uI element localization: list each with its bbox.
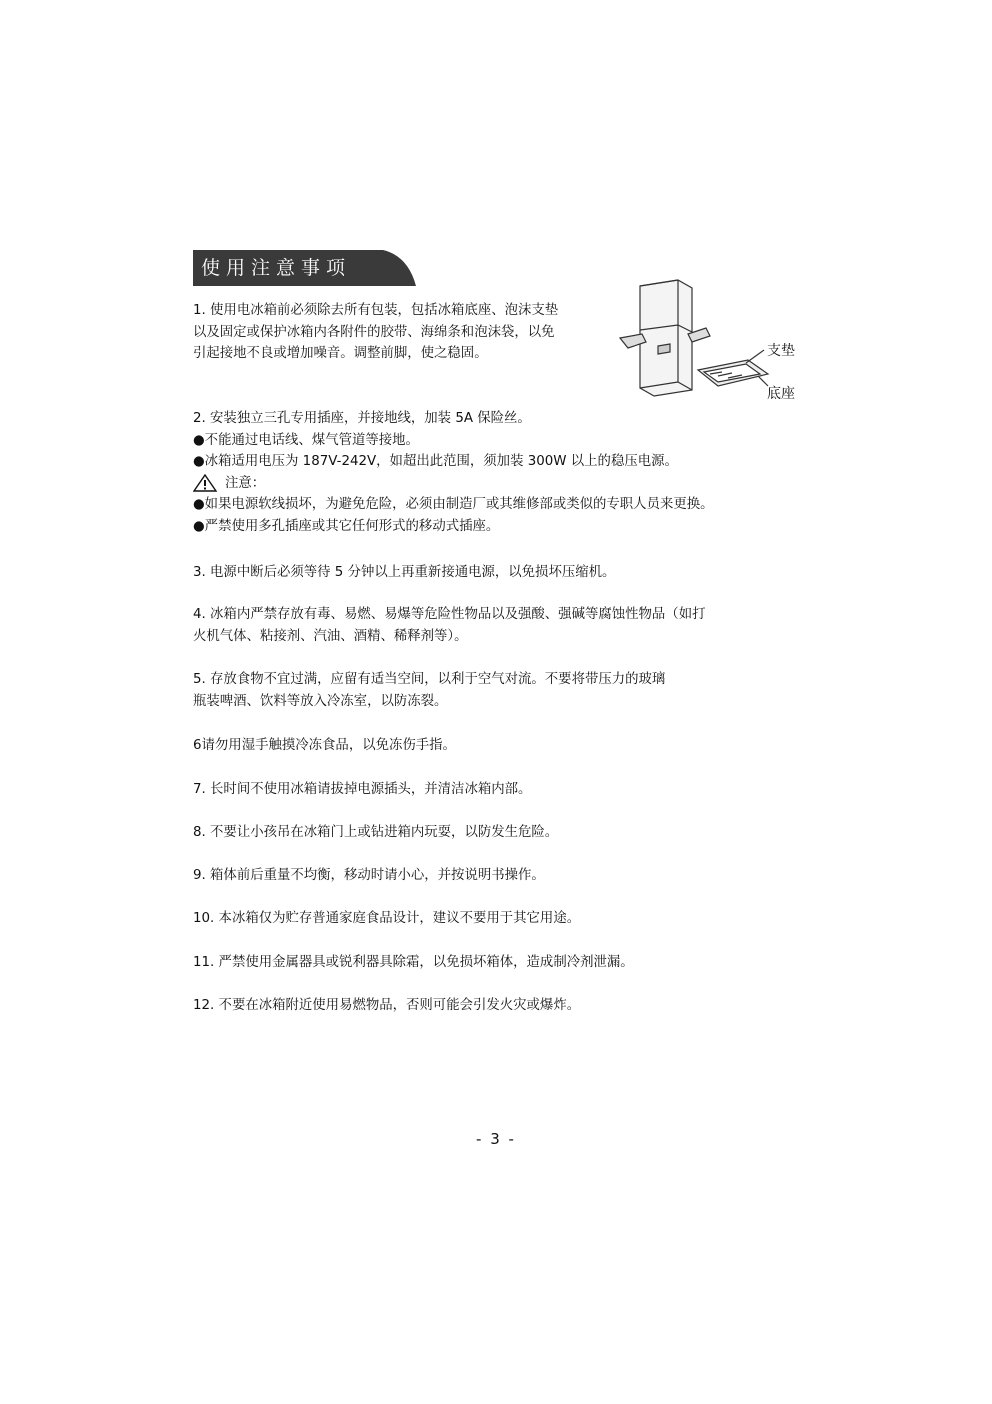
item-12: 12. 不要在冰箱附近使用易燃物品，否则可能会引发火灾或爆炸。: [193, 998, 581, 1013]
item-2-line: ●不能通过电话线、煤气管道等接地。: [193, 432, 419, 448]
pad-label: 支垫: [767, 343, 795, 359]
warning-triangle-icon: [193, 474, 217, 492]
item-1-line: 以及固定或保护冰箱内各附件的胶带、海绵条和泡沫袋，以免: [193, 324, 555, 340]
base-label: 底座: [767, 386, 795, 402]
item-1-line: 引起接地不良或增加噪音。调整前脚，使之稳固。: [193, 346, 488, 361]
item-5: [193, 669, 665, 712]
item-1-line: 1. 使用电冰箱前必须除去所有包装，包括冰箱底座、泡沫支垫: [193, 303, 559, 318]
item-9: 9. 箱体前后重量不均衡，移动时请小心，并按说明书操作。: [193, 868, 545, 883]
item-2-line: ●冰箱适用电压为 187V-242V，如超出此范围，须加装 300W 以上的稳压电源。: [193, 454, 678, 469]
section-title-banner: [193, 250, 416, 286]
note-label: 注意：: [225, 475, 266, 491]
item-8: 8. 不要让小孩吊在冰箱门上或钻进箱内玩耍，以防发生危险。: [193, 825, 559, 840]
item-1: [193, 300, 558, 365]
item-3: 3. 电源中断后必须等待 5 分钟以上再重新接通电源，以免损坏压缩机。: [193, 565, 616, 580]
item-11: 11. 严禁使用金属器具或锐利器具除霜，以免损坏箱体，造成制冷剂泄漏。: [193, 955, 634, 970]
note-line: ●严禁使用多孔插座或其它任何形式的移动式插座。: [193, 518, 500, 534]
item-4-line: 火机气体、粘接剂、汽油、酒精、稀释剂等）。: [193, 628, 468, 644]
item-4-line: 4. 冰箱内严禁存放有毒、易燃、易爆等危险性物品以及强酸、强碱等腐蚀性物品（如打: [193, 607, 706, 622]
item-6: 6请勿用湿手触摸冷冻食品，以免冻伤手指。: [193, 738, 456, 753]
note-line: ●如果电源软线损坏，为避免危险，必须由制造厂或其维修部或类似的专职人员来更换。: [193, 497, 714, 512]
section-title: 使用注意事项: [201, 257, 352, 279]
item-2-line: 2. 安装独立三孔专用插座，并接地线，加装 5A 保险丝。: [193, 411, 531, 426]
item-5-line: 5. 存放食物不宜过满，应留有适当空间，以利于空气对流。不要将带压力的玻璃: [193, 672, 666, 687]
page-number: - 3 -: [476, 1130, 516, 1148]
item-10: 10. 本冰箱仅为贮存普通家庭食品设计，建议不要用于其它用途。: [193, 911, 581, 926]
item-4: [193, 604, 705, 647]
note-heading: [193, 473, 714, 495]
item-7: 7. 长时间不使用冰箱请拔掉电源插头，并清洁冰箱内部。: [193, 782, 532, 797]
fridge-illustration: [618, 278, 803, 403]
item-2: [193, 408, 714, 537]
item-5-line: 瓶装啤酒、饮料等放入冷冻室，以防冻裂。: [193, 693, 448, 709]
